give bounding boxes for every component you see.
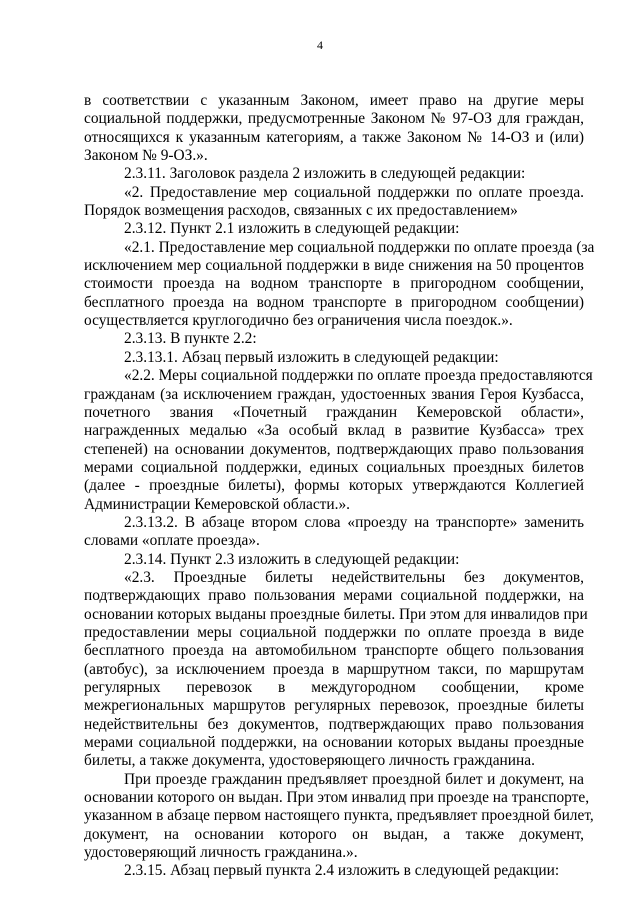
text-line: Администрации Кемеровской области.».: [84, 495, 351, 513]
text-line: билеты, а также документа, удостоверяющего личность гражданина.: [84, 752, 535, 770]
page-number: 4: [317, 38, 323, 52]
text-line: бесплатного проезда на водном транспорте в пригородном сообщении): [84, 293, 584, 311]
text-line: стоимости проезда на водном транспорте в пригородном сообщении,: [84, 275, 584, 293]
text-line: относящихся к указанным категориям, а также Законом № 14-ОЗ и (или): [84, 128, 584, 146]
text-line: социальной поддержки, предусмотренные Законом № 97-ОЗ для граждан,: [84, 110, 584, 128]
text-line: 2.3.13.2. В абзаце втором слова «проезду на транспорте» заменить: [124, 513, 584, 531]
text-line: бесплатного проезда на автомобильном транспорте общего пользования: [84, 642, 584, 660]
text-line: предоставлении меры социальной поддержки по оплате проезда в виде: [84, 623, 584, 641]
text-line: (далее - проездные билеты), формы которых утверждаются Коллегией: [84, 477, 584, 495]
text-line: степеней) на основании документов, подтверждающих право пользования: [84, 440, 584, 458]
text-line: Порядок возмещения расходов, связанных с их предоставлением»: [84, 202, 518, 220]
text-line: основании которого он выдан. При этом инвалид при проезде на транспорте,: [84, 789, 590, 807]
text-line: основании которых выданы проездные билеты. При этом для инвалидов при: [84, 605, 588, 623]
text-line: При проезде гражданин предъявляет проездной билет и документ, на: [124, 770, 584, 788]
text-line: мерами социальной поддержки, единых социальных проездных билетов: [84, 458, 584, 476]
text-line: 2.3.13.1. Абзац первый изложить в следующей редакции:: [124, 348, 499, 366]
text-line: подтверждающих право пользования мерами социальной поддержки, на: [84, 587, 584, 605]
text-line: 2.3.11. Заголовок раздела 2 изложить в следующей редакции:: [124, 165, 526, 183]
text-line: «2.3. Проездные билеты недействительны без документов,: [124, 568, 584, 586]
document-body: [84, 92, 595, 881]
text-line: удостоверяющий личность гражданина.».: [84, 844, 358, 862]
text-line: «2. Предоставление мер социальной поддержки по оплате проезда.: [124, 183, 584, 201]
text-line: в соответствии с указанным Законом, имеет право на другие меры: [84, 92, 584, 109]
text-line: почетного звания «Почетный гражданин Кемеровской области»,: [84, 403, 584, 421]
text-line: межрегиональных маршрутов регулярных перевозок, проездные билеты: [84, 697, 584, 715]
text-line: указанном в абзаце первом настоящего пункта, предъявляет проездной билет,: [84, 807, 594, 825]
text-line: награжденных медалью «За особый вклад в развитие Кузбасса» трех: [84, 422, 584, 440]
text-line: словами «оплате проезда».: [84, 532, 260, 550]
text-line: 2.3.12. Пункт 2.1 изложить в следующей редакции:: [124, 220, 460, 238]
text-line: регулярных перевозок в междугородном сообщении, кроме: [84, 679, 584, 696]
text-line: гражданам (за исключением граждан, удостоенных звания Героя Кузбасса,: [84, 385, 584, 403]
text-line: (автобус), за исключением проезда в маршрутном такси, по маршрутам: [84, 660, 584, 678]
text-line: 2.3.14. Пункт 2.3 изложить в следующей редакции:: [124, 550, 460, 568]
text-line: исключением мер социальной поддержки в виде снижения на 50 процентов: [84, 257, 584, 275]
text-line: Законом № 9-ОЗ.».: [84, 147, 208, 165]
text-line: документ, на основании которого он выдан, а также документ,: [84, 825, 584, 843]
text-line: «2.1. Предоставление мер социальной поддержки по оплате проезда (за: [124, 238, 595, 256]
text-line: осуществляется круглогодично без ограничения числа поездок.».: [84, 312, 513, 330]
text-line: мерами социальной поддержки, на основании которых выданы проездные: [84, 734, 584, 752]
text-line: недействительны без документов, подтверждающих право пользования: [84, 715, 584, 733]
text-line: «2.2. Меры социальной поддержки по оплате проезда предоставляются: [124, 367, 593, 385]
text-line: 2.3.15. Абзац первый пункта 2.4 изложить в следующей редакции:: [124, 862, 560, 880]
text-line: 2.3.13. В пункте 2.2:: [124, 330, 257, 348]
